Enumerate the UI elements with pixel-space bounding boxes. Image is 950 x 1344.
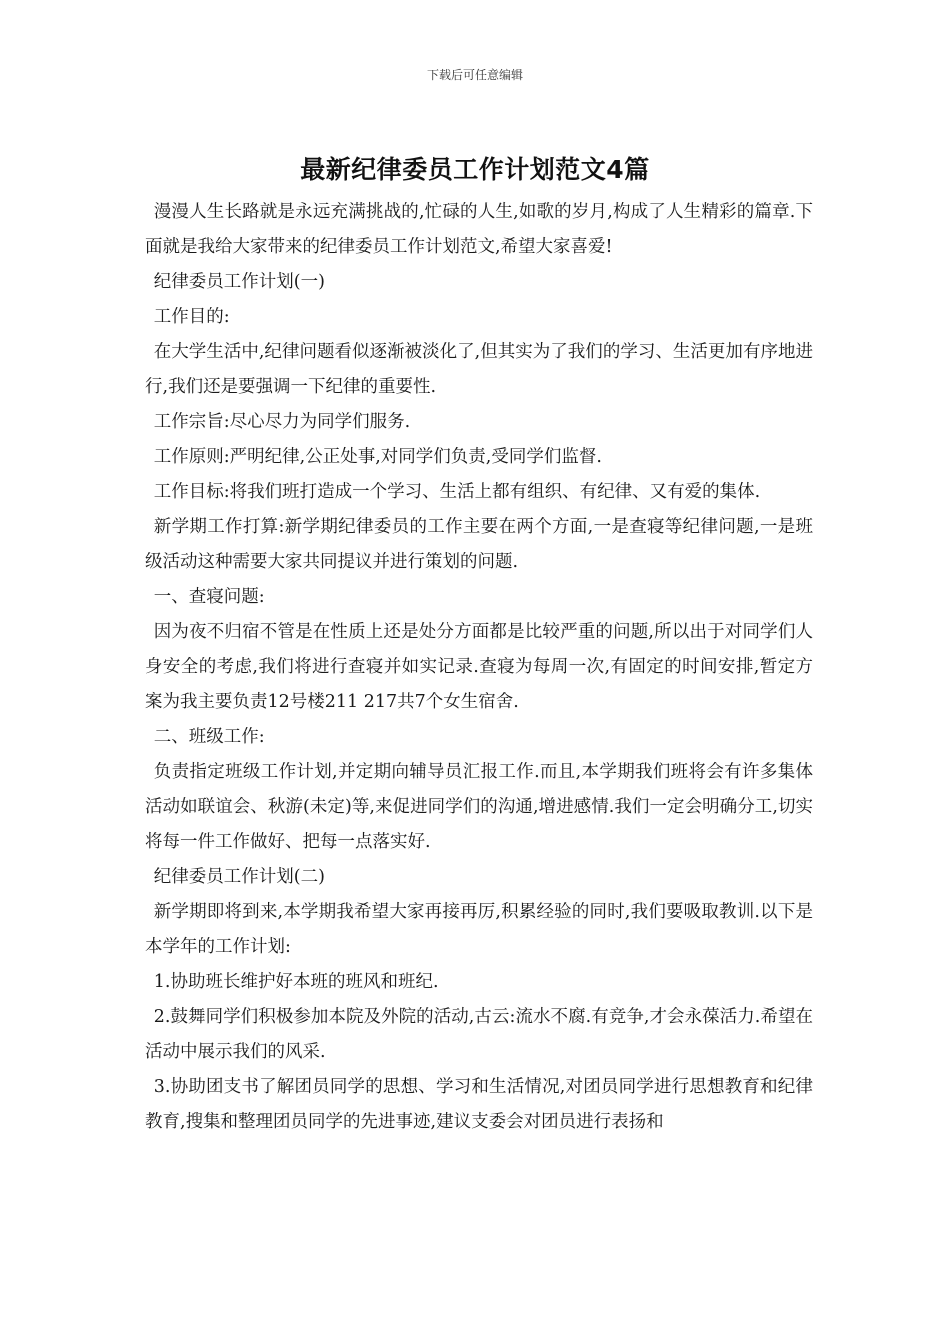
paragraph-principle: 工作原则:严明纪律,公正处事,对同学们负责,受同学们监督. xyxy=(153,447,602,467)
list-item-1: 1.协助班长维护好本班的班风和班纪. xyxy=(153,972,439,992)
section-heading-plan-1: 纪律委员工作计划(一) xyxy=(153,272,325,292)
paragraph-purpose: 在大学生活中,纪律问题看似逐渐被淡化了,但其实为了我们的学习、生活更加有序地进行,我们还是要强调一下纪律的重要性. xyxy=(145,342,813,397)
section-heading-plan-2: 纪律委员工作计划(二) xyxy=(153,867,325,887)
subheading-dorm-check: 一、查寝问题: xyxy=(153,587,265,607)
paragraph-plan-2-intro: 新学期即将到来,本学期我希望大家再接再厉,积累经验的同时,我们要吸取教训.以下是本学年的工作计划: xyxy=(145,902,813,957)
paragraph-intro: 漫漫人生长路就是永远充满挑战的,忙碌的人生,如歌的岁月,构成了人生精彩的篇章.下面就是我给大家带来的纪律委员工作计划范文,希望大家喜爱! xyxy=(145,202,813,257)
paragraph-dorm-check: 因为夜不归宿不管是在性质上还是处分方面都是比较严重的问题,所以出于对同学们人身安全的考虑,我们将进行查寝并如实记录.查寝为每周一次,有固定的时间安排,暂定方案为我主要负责12号楼211 217共7个女生宿舍. xyxy=(145,622,813,712)
subheading-class-work: 二、班级工作: xyxy=(153,727,265,747)
list-item-3: 3.协助团支书了解团员同学的思想、学习和生活情况,对团员同学进行思想教育和纪律教育,搜集和整理团员同学的先进事迹,建议支委会对团员进行表扬和 xyxy=(145,1077,813,1132)
header-note: 下载后可任意编辑 xyxy=(426,68,523,82)
paragraph-class-work: 负责指定班级工作计划,并定期向辅导员汇报工作.而且,本学期我们班将会有许多集体活动如联谊会、秋游(未定)等,来促进同学们的沟通,增进感情.我们一定会明确分工,切实将每一件工作做好、把每一点落实好. xyxy=(145,762,813,852)
paragraph-tenet: 工作宗旨:尽心尽力为同学们服务. xyxy=(153,412,411,432)
document-body xyxy=(145,195,813,1140)
paragraph-new-term: 新学期工作打算:新学期纪律委员的工作主要在两个方面,一是查寝等纪律问题,一是班级活动这种需要大家共同提议并进行策划的问题. xyxy=(145,517,813,572)
document-title: 最新纪律委员工作计划范文4篇 xyxy=(300,155,650,184)
paragraph-purpose-label: 工作目的: xyxy=(153,307,230,327)
paragraph-goal: 工作目标:将我们班打造成一个学习、生活上都有组织、有纪律、又有爱的集体. xyxy=(153,482,761,502)
list-item-2: 2.鼓舞同学们积极参加本院及外院的活动,古云:流水不腐.有竞争,才会永葆活力.希望在活动中展示我们的风采. xyxy=(145,1007,813,1062)
